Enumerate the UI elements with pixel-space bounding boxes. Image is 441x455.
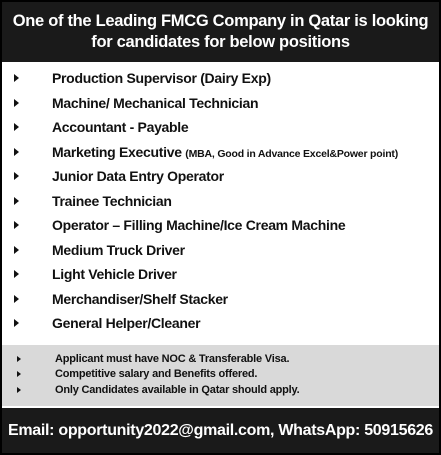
position-item [12,262,439,287]
position-title: Machine/ Mechanical Technician [52,94,259,111]
position-item [12,91,439,116]
triangle-bullet-icon [17,356,21,362]
position-title: Operator – Filling Machine/Ice Cream Machine [52,217,346,234]
triangle-bullet-icon [14,172,19,180]
position-item [12,311,439,336]
position-title: Merchandiser/Shelf Stacker [52,290,228,307]
triangle-bullet-icon [14,270,19,278]
position-title: Light Vehicle Driver [52,266,177,283]
header-line-2: for candidates for below positions [91,33,350,51]
note-item [2,382,439,398]
position-requirement: (MBA, Good in Advance Excel&Power point) [185,147,398,160]
note-text: Only Candidates available in Qatar should apply. [55,383,300,396]
position-title: Junior Data Entry Operator [52,168,224,185]
position-title: Trainee Technician [52,192,172,209]
triangle-bullet-icon [17,371,21,377]
triangle-bullet-icon [14,74,19,82]
position-item [12,189,439,214]
position-item [12,140,439,165]
position-title: Marketing Executive [52,143,186,160]
position-item [12,66,439,91]
requirements-notes [2,345,439,406]
note-item [2,367,439,383]
note-item [2,351,439,367]
ad-header [2,2,439,62]
note-text: Competitive salary and Benefits offered. [55,368,258,381]
position-title: Medium Truck Driver [52,241,185,258]
position-title: General Helper/Cleaner [52,315,201,332]
position-item [12,287,439,312]
contact-info: Email: opportunity2022@gmail.com, WhatsApp: 50915626 [7,421,433,439]
triangle-bullet-icon [17,387,21,393]
position-item [12,164,439,189]
triangle-bullet-icon [14,123,19,131]
triangle-bullet-icon [14,246,19,254]
note-text: Applicant must have NOC & Transferable Visa. [55,352,290,365]
triangle-bullet-icon [14,319,19,327]
triangle-bullet-icon [14,148,19,156]
contact-footer [2,408,439,453]
positions-list [2,66,439,343]
triangle-bullet-icon [14,221,19,229]
triangle-bullet-icon [14,197,19,205]
position-item [12,213,439,238]
triangle-bullet-icon [14,295,19,303]
position-item [12,115,439,140]
header-line-1: One of the Leading FMCG Company in Qatar is looking [12,12,429,30]
position-item [12,238,439,263]
position-title: Accountant - Payable [52,119,189,136]
triangle-bullet-icon [14,99,19,107]
position-title: Production Supervisor (Dairy Exp) [52,70,271,87]
